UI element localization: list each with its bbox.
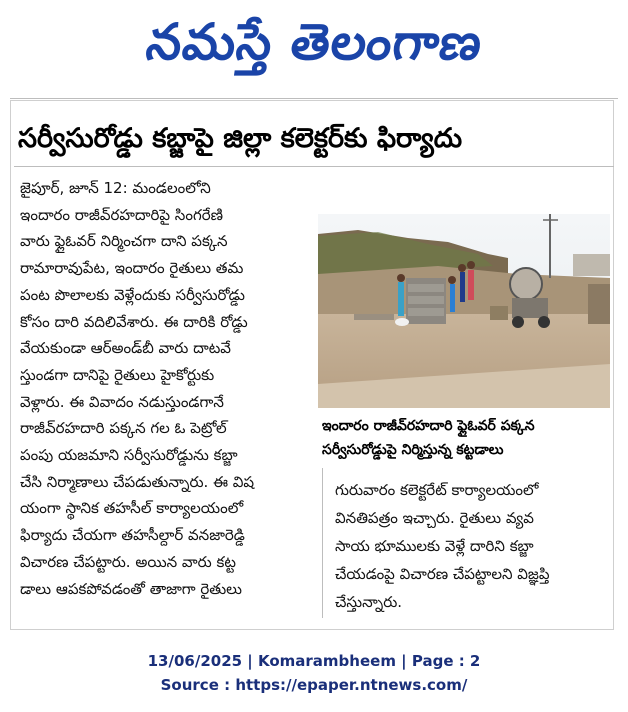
masthead: [0, 0, 628, 96]
body-text-line: ఇందారం రాజీవ్‌రహదారిపై సింగరేణి: [20, 205, 223, 224]
article-body-right-column: [335, 476, 615, 616]
construction-site-image: [318, 214, 610, 408]
body-text-line: ఫిర్యాదు చేయగా తహసీల్దార్ వనజారెడ్డి: [20, 526, 245, 545]
news-photo: [318, 214, 610, 408]
newspaper-logo: నమస్తే తెలంగాణ: [143, 12, 487, 71]
footer-source: Source : https://epaper.ntnews.com/: [160, 676, 468, 694]
body-text-line: రాజీవ్‌రహదారి పక్కన గల ఓ పెట్రోల్: [20, 419, 227, 438]
caption-line: సర్వీసురోడ్డుపై నిర్మిస్తున్న కట్టడాలు: [322, 442, 504, 458]
article-headline: సర్వీసురోడ్డు కబ్జాపై జిల్లా కలెక్టర్‌కు ఫిర్యాదు: [18, 123, 463, 154]
body-text-line: జైపూర్, జూన్ 12: మండలంలోని: [20, 179, 211, 197]
caption-line: ఇందారం రాజీవ్‌రహదారి ఫ్లైఓవర్ పక్కన: [322, 418, 535, 434]
body-text-line: రామారావుపేట, ఇందారం రైతులు తమ: [20, 259, 244, 278]
body-text-line: గురువారం కలెక్టరేట్ కార్యాలయంలో: [335, 481, 539, 499]
article-body-left-column: [20, 175, 310, 602]
footer-date-edition: 13/06/2025 | Komarambheem | Page : 2: [147, 652, 481, 670]
body-text-line: స్తుండగా దానిపై రైతులు హైకోర్టుకు: [20, 365, 215, 384]
body-text-line: పంట పొలాలకు వెళ్లేందుకు సర్వీసురోడ్డు: [20, 285, 245, 304]
body-text-line: వెళ్లారు. ఈ వివాదం నడుస్తుండగానే: [20, 392, 224, 411]
body-text-line: చేయడంపై విచారణ చేపట్టాలని విజ్ఞప్తి: [335, 565, 550, 583]
body-text-line: వారు ఫ్లైఓవర్ నిర్మించగా దాని పక్కన: [20, 232, 228, 251]
photo-caption: [322, 414, 614, 462]
body-text-line: సాయ భూములకు వెళ్లే దారిని కబ్జా: [335, 537, 534, 555]
body-text-line: పంపు యజమాని సర్వీసురోడ్డును కబ్జా: [20, 446, 238, 465]
body-text-line: చేస్తున్నారు.: [335, 593, 403, 611]
body-text-line: డాలు ఆపకపోవడంతో తాజాగా రైతులు: [20, 579, 242, 598]
headline-divider: [14, 166, 614, 167]
body-text-line: వినతిపత్రం ఇచ్చారు. రైతులు వ్యవ: [335, 509, 534, 527]
body-text-line: విచారణ చేపట్టారు. అయిన వారు కట్ట: [20, 552, 236, 571]
body-text-line: యంగా స్థానిక తహసీల్ కార్యాలయంలో: [20, 499, 244, 518]
body-text-line: వేయకుండా ఆర్‌అండ్‌బీ వారు దాటవే: [20, 339, 231, 358]
column-divider: [322, 468, 323, 618]
body-text-line: చేసి నిర్మాణాలు చేపడుతున్నారు. ఈ విష: [20, 472, 255, 491]
masthead-divider: [10, 98, 618, 99]
body-text-line: కోసం దారి వదిలివేశారు. ఈ దారికి రోడ్డు: [20, 312, 248, 331]
